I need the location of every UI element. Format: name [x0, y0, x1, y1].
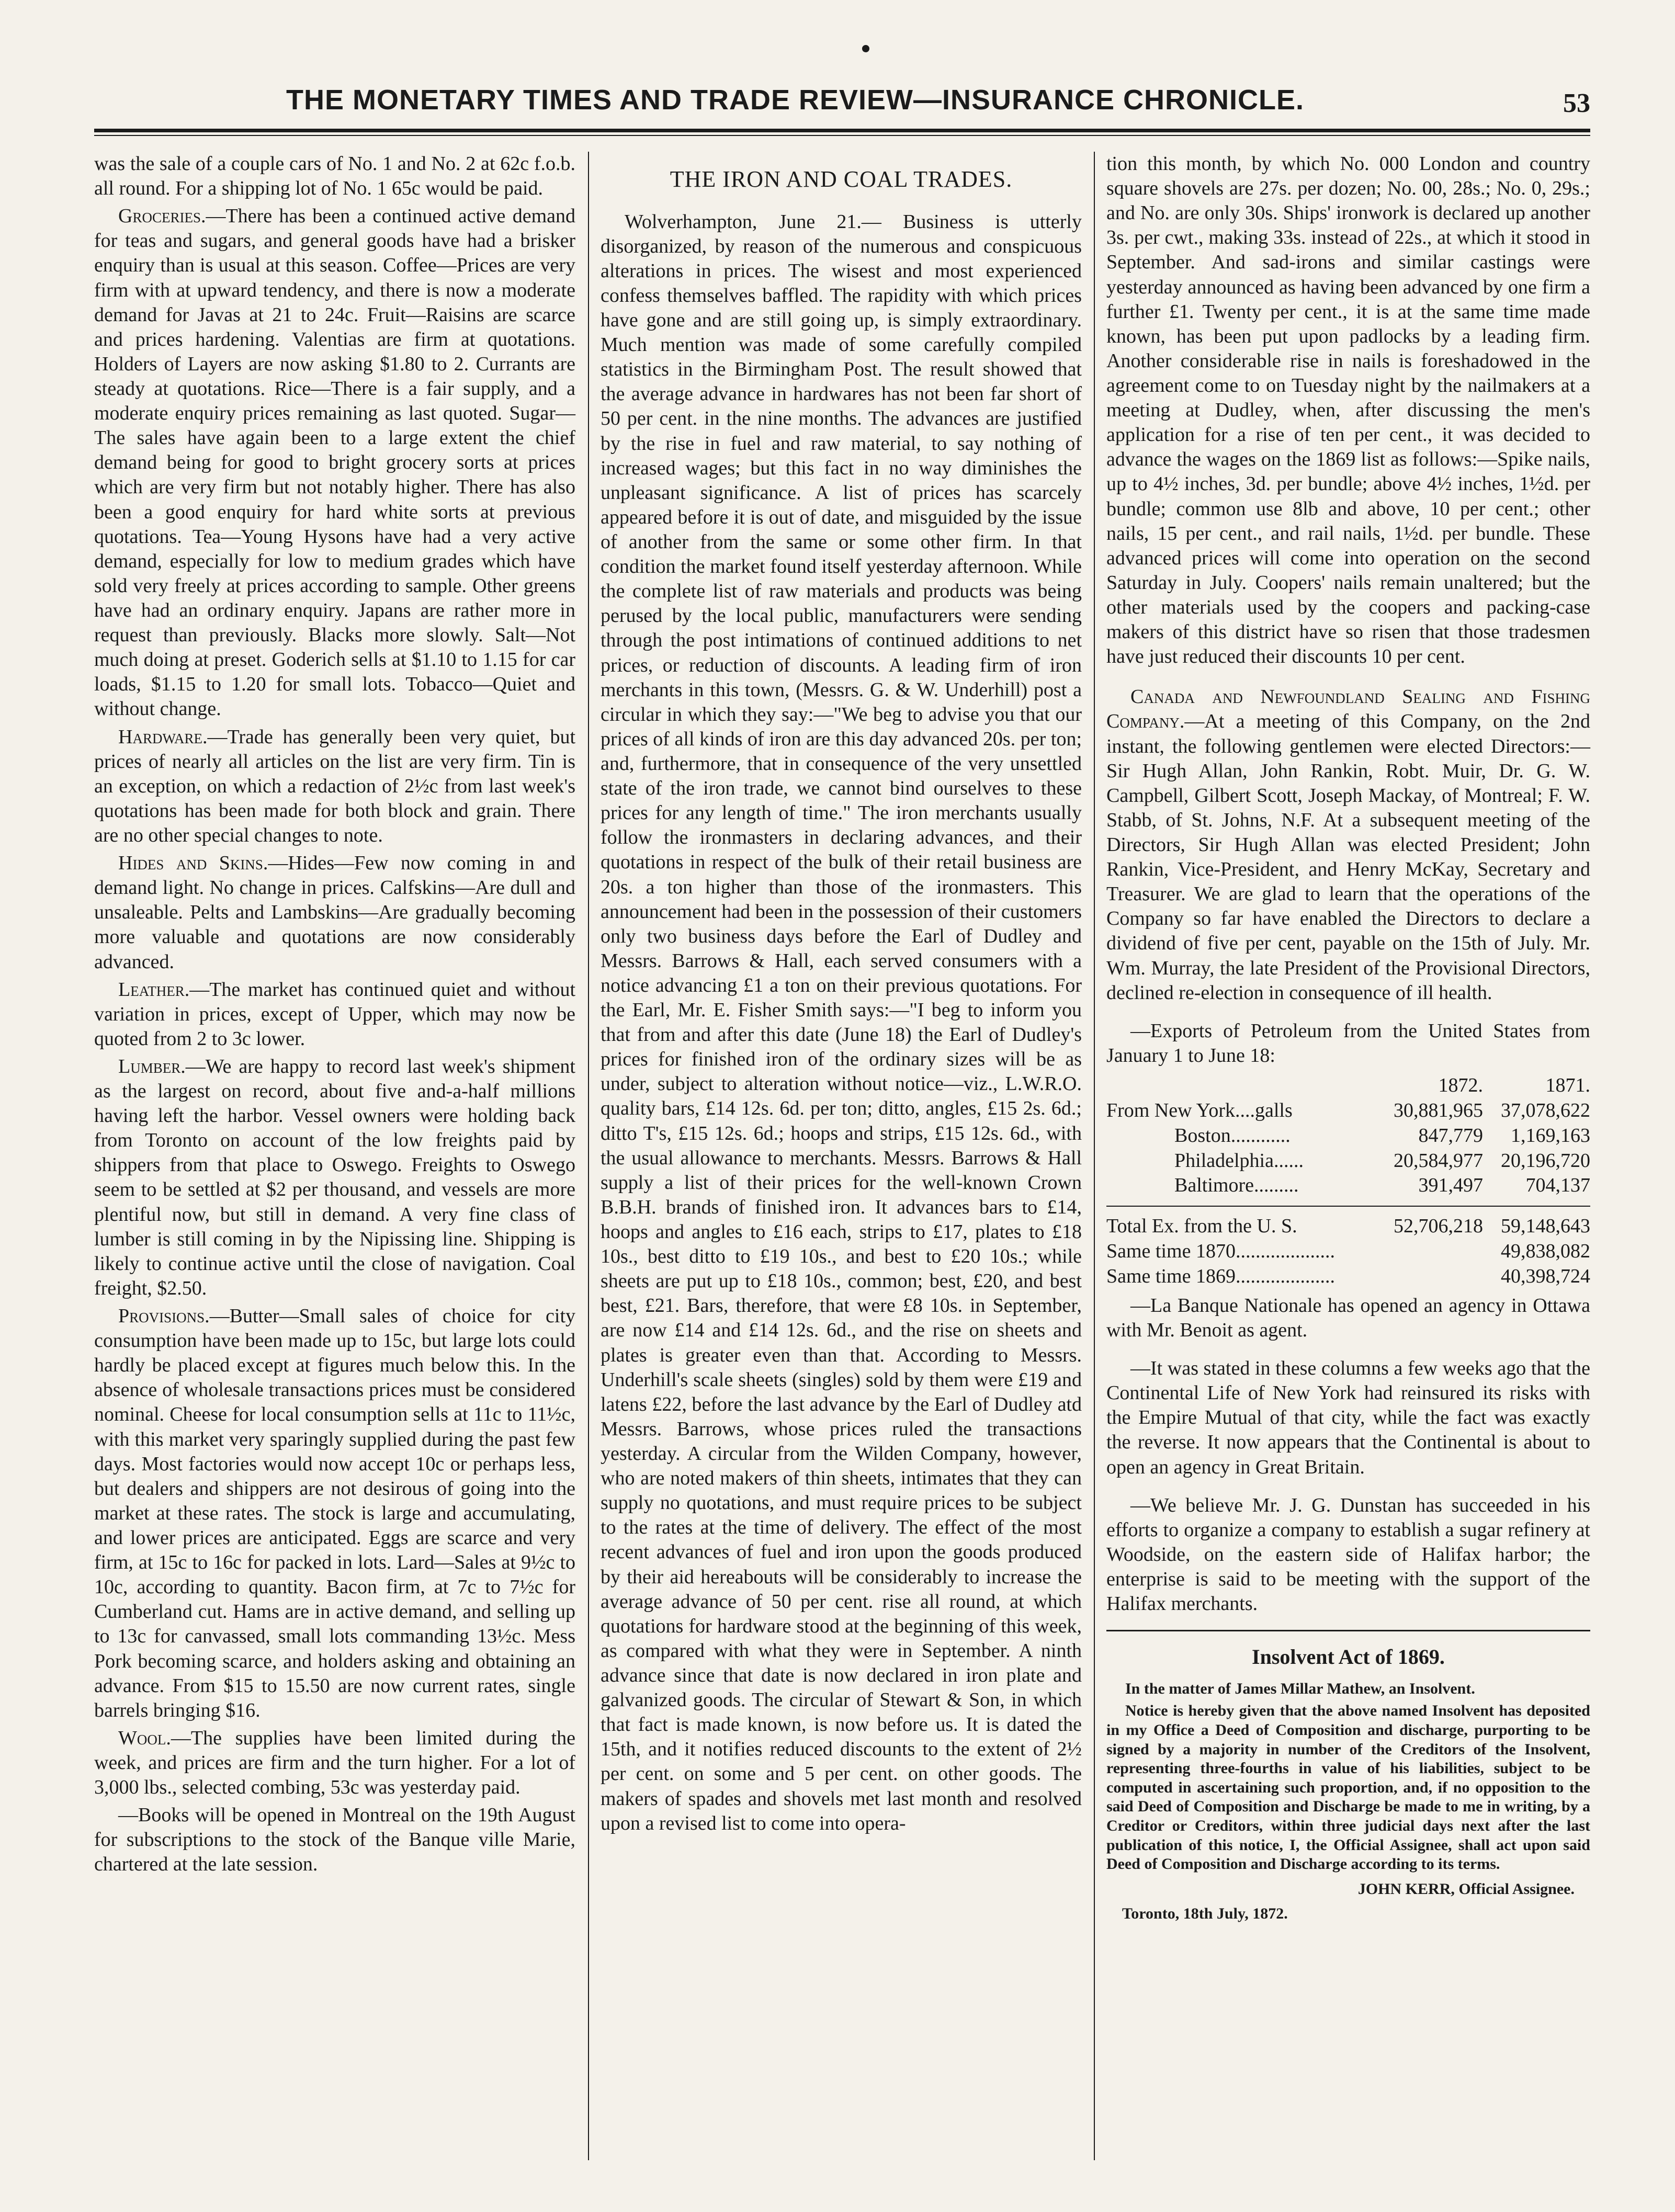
column-3 [1106, 152, 1590, 1923]
header-rule-thick [94, 129, 1590, 132]
column-divider-2 [1094, 152, 1095, 2160]
hardware-text: —Trade has generally been very quiet, but prices of nearly all articles on the list are very firm. Tin is an exception, on which a redaction of 2½c from last week's quotations has been made for both block and grain. There are no other special changes to note. [94, 725, 575, 846]
row-label: Philadelphia...... [1174, 1149, 1304, 1172]
iron-coal-article: Wolverhampton, June 21.— Business is utterly disorganized, by reason of the numerous and conspicuous alterations in prices. The wisest and most experienced confess themselves baffled. The rapidity with which prices have gone and are still going up, is simply extraordinary. Much mention was made of some carefully compiled statistics in the Birmingham Post. The result showed that the average advance in hardwares has not been far short of 50 per cent. in the nine months. The advances are justified by the rise in fuel and raw material, to say nothing of increased wages; but this fact in no way diminishes the unpleasant significance. A list of prices has scarcely appeared before it is out of date, and misguided by the issue of another from the same or some other firm. In that condition the market found itself yesterday afternoon. While the complete list of raw materials and products was being perused by the local public, manufacturers were sending through the post intimations of continued additions to net prices, or reduction of discounts. A leading firm of iron merchants in this town, (Messrs. G. & W. Underhill) post a circular in which they say:—"We beg to advise you that our prices of all kinds of iron are this day advanced 20s. per ton; and, furthermore, that in consequence of the very unsettled state of the iron trade, we cannot bind ourselves to these prices for any length of time." The iron merchants usually follow the ironmasters in declaring advances, and their quotations in respect of the bulk of their retail business are 20s. a ton higher than those of the ironmasters. This announcement had been in the possession of their customers only two business days before the Earl of Dudley and Messrs. Barrows & Hall, each served consumers with a notice advancing £1 a ton on their previous quotations. For the Earl, Mr. E. Fisher Smith says:—"I beg to inform you that from and after this date (June 18) the Earl of Dudley's prices for finished iron of the ordinary sizes will be as under, subject to alteration without notice—viz., L.W.R.O. quality bars, £14 12s. 6d. per ton; ditto, angles, £15 2s. 6d.; ditto T's, £15 12s. 6d.; hoops and strips, £15 12s. 6d., with the usual allowance to merchants. Messrs. Barrows & Hall supply a list of their prices for the well-known Crown B.B.H. brands of finished iron. It advances bars to £14, hoops and angles to £16 each, strips to £17, plates to £18 10s., best ditto to £19 10s., and best to £20 10s.; while sheets are put up to £18 10s., common; best, £20, and best best, £21. Bars, therefore, that were £8 10s. in September, are now £14 and £14 12s. 6d., and the rise on sheets and plates is greater even than that. According to Messrs. Underhill's scale sheets (singles) sold by them were £19 and latens £22, before the last advance by the Earl of Dudley atd Messrs. Barrows, whose prices ruled the transactions yesterday. A circular from the Wilden Company, however, who are noted makers of thin sheets, intimates that they can supply no quotations, and must require prices to be subject to the rates at the time of delivery. The effect of the most recent advances of fuel and iron upon the goods produced by their aid hereabouts will be considerably to increase the average advance of 50 per cent. rise all round, at which quotations for hardware stood at the beginning of this week, as compared with what they were in September. A ninth advance since that date is now declared in iron plate and galvanized goods. The circular of Stewart & Son, in which that fact is made known, is now before us. It is dated the 15th, and it notifies reduced discounts to the extent of 2½ per cent. on some and 5 per cent. on other goods. The makers of spades and shovels met last month and resolved upon a revised list to come into opera- [601, 210, 1082, 1834]
notice-title: Insolvent Act of 1869. [1252, 1645, 1445, 1669]
hides-text: —Hides—Few now coming in and demand light. No change in prices. Calfskins—Are dull and unsaleable. Pelts and Lambskins—Are gradually becoming more valuable and quotations are now considerably advanced. [94, 852, 575, 973]
books-paragraph: —Books will be opened in Montreal on the 19th August for subscriptions to the stock of the Banque ville Marie, chartered at the late session. [94, 1804, 575, 1876]
groceries-paragraph [94, 204, 575, 721]
same-time-1870-row [1106, 1239, 1590, 1264]
table-row [1106, 1124, 1590, 1149]
row-value-1871: 37,078,622 [1501, 1099, 1590, 1121]
notice-matter: In the matter of James Millar Mathew, an Insolvent. [1125, 1680, 1475, 1697]
continental-life-paragraph: —It was stated in these columns a few weeks ago that the Continental Life of New York had reinsured its risks with the Empire Mutual of that city, while the fact was exactly the reverse. It now appears that the Continental is about to open an agency in Great Britain. [1106, 1357, 1590, 1478]
column-1 [94, 152, 575, 1880]
row-label: Boston............ [1174, 1124, 1291, 1147]
same-time-1870-label: Same time 1870.................... [1106, 1240, 1335, 1263]
hides-paragraph [94, 851, 575, 974]
same-time-1870-value: 49,838,082 [1501, 1240, 1590, 1263]
lumber-label: Lumber. [118, 1055, 186, 1077]
grain-closing-paragraph: was the sale of a couple cars of No. 1 and No. 2 at 62c f.o.b. all round. For a shipping lot of No. 1 65c would be paid. [94, 153, 575, 200]
same-time-1869-label: Same time 1869.................... [1106, 1265, 1335, 1288]
groceries-text: —There has been a continued active demand for teas and sugars, and general goods have had a brisker enquiry than is usual at this season. Coffee—Prices are very firm with at upward tendency, and there is now a moderate demand for Javas at 21 to 24c. Fruit—Raisins are scarce and prices hardening. Valentias are firm at quotations. Holders of Layers are now asking $1.80 to 2. Currants are steady at quotations. Rice—There is a fair supply, and a moderate enquiry prices remaining as last quoted. Sugar—The sales have again been to a large extent the chief demand being for good to bright grocery sorts at prices which are very firm but not notably higher. There has also been a good enquiry for hard white sorts at previous quotations. Tea—Young Hysons have had a very active demand, especially for low to medium grades which have sold very freely at prices according to sample. Other greens have had an ordinary enquiry. Japans are rather more in request than previously. Blacks more slowly. Salt—Not much doing at preset. Goderich sells at $1.10 to 1.15 for car loads, $1.15 to 1.20 for small lots. Tobacco—Quiet and without change. [94, 205, 575, 720]
year-1872: 1872. [1438, 1074, 1483, 1096]
leather-paragraph [94, 978, 575, 1051]
insolvent-notice [1106, 1630, 1590, 1923]
sugar-refinery-paragraph: —We believe Mr. J. G. Dunstan has succeeded in his efforts to organize a company to establish a sugar refinery at Woodside, on the eastern side of Halifax harbor; the enterprise is said to be meeting with the support of the Halifax merchants. [1106, 1494, 1590, 1615]
row-value-1871: 20,196,720 [1501, 1149, 1590, 1172]
row-value-1871: 1,169,163 [1511, 1124, 1590, 1147]
row-value-1871: 704,137 [1525, 1174, 1590, 1197]
row-value-1872: 391,497 [1418, 1174, 1483, 1197]
petroleum-exports-table [1106, 1073, 1590, 1289]
sealing-company-paragraph [1106, 685, 1590, 1005]
wool-paragraph [94, 1726, 575, 1800]
same-time-1869-row [1106, 1264, 1590, 1289]
petroleum-intro: —Exports of Petroleum from the United States from January 1 to June 18: [1106, 1019, 1590, 1067]
wool-text: —The supplies have been limited during the week, and prices are firm and the turn higher. For a lot of 3,000 lbs., selected combing, 53c was yesterday paid. [94, 1727, 575, 1799]
hides-label: Hides and Skins. [118, 852, 268, 875]
hardware-paragraph [94, 725, 575, 848]
lumber-text: —We are happy to record last week's shipment as the largest on record, about five and-a-half millions having left the harbor. Vessel owners were holding back from Toronto on account of the low freights paid by shippers from that place to Oswego. Freights to Oswego seem to be settled at $2 per thousand, and vessels are more plentiful now, but still in demand. A very fine class of lumber is still coming in by the Nipissing line. Shipping is likely to continue active until the close of navigation. Coal freight, $2.50. [94, 1055, 575, 1299]
row-value-1872: 847,779 [1418, 1124, 1483, 1147]
provisions-paragraph [94, 1304, 575, 1723]
row-label: From New York....galls [1106, 1099, 1293, 1121]
row-value-1872: 30,881,965 [1394, 1099, 1483, 1121]
leather-label: Leather. [118, 978, 190, 1001]
row-value-1872: 20,584,977 [1394, 1149, 1483, 1172]
total-1871: 59,148,643 [1501, 1215, 1590, 1238]
running-title: THE MONETARY TIMES AND TRADE REVIEW—INSURANCE CHRONICLE. [286, 84, 1305, 116]
table-row [1106, 1149, 1590, 1174]
hardware-label: Hardware. [118, 725, 208, 748]
provisions-text: —Butter—Small sales of choice for city consumption have been made up to 15c, but large lots could hardly be placed except at figures much below this. In the absence of wholesale transactions prices must be considered nominal. Cheese for local consumption sells at 11c to 11½c, with this market very sparingly supplied during the past few days. Most factories would now accept 10c or perhaps less, but dealers and shippers are not desirous of going into the market at these rates. The stock is large and accumulating, and lower prices are anticipated. Eggs are scarce and very firm, at 15c to 16c for packed in lots. Lard—Sales at 9½c to 10c, according to quantity. Bacon firm, at 7c to 7½c for Cumberland cut. Hams are in active demand, and selling up to 13c for canvassed, small lots commanding 13½c. Mess Pork becoming scarce, and holders asking and obtaining an advance. From $15 to 15.50 are now current rates, single barrels bringing $16. [94, 1305, 575, 1721]
table-divider [1106, 1206, 1590, 1207]
page-dot [862, 45, 869, 52]
lumber-paragraph [94, 1054, 575, 1301]
header-rule-thin [94, 135, 1590, 136]
column-2 [601, 152, 1082, 1839]
row-label: Baltimore......... [1174, 1174, 1299, 1197]
year-1871: 1871. [1545, 1074, 1590, 1096]
leather-text: —The market has continued quiet and without variation in prices, except of Upper, which may now be quoted from 2 to 3c lower. [94, 978, 575, 1050]
total-row [1106, 1214, 1590, 1239]
banque-nationale-paragraph: —La Banque Nationale has opened an agency in Ottawa with Mr. Benoit as agent. [1106, 1294, 1590, 1342]
table-row [1106, 1098, 1590, 1124]
wool-label: Wool. [118, 1727, 171, 1749]
sealing-company-text: —At a meeting of this Company, on the 2nd instant, the following gentlemen were elected Directors:—Sir Hugh Allan, John Rankin, Robt. Muir, Dr. G. W. Campbell, Gilbert Scott, Joseph Mackay, of Montreal; F. W. Stabb, of St. Johns, N.F. At a subsequent meeting of the Directors, Sir Hugh Allan was elected President; John Rankin, Vice-President, and Henry McKay, Secretary and Treasurer. We are glad to learn that the operations of the Company so far have enabled the Directors to declare a dividend of five per cent, payable on the 15th of July. Mr. Wm. Murray, the late President of the Provisional Directors, declined re-election in consequence of ill health. [1106, 710, 1590, 1004]
sealing-company-label: Canada and Newfoundland Sealing and Fishing Company. [1106, 686, 1590, 733]
provisions-label: Provisions. [118, 1305, 210, 1328]
total-label: Total Ex. from the U. S. [1106, 1215, 1297, 1238]
notice-text: Notice is hereby given that the above named Insolvent has deposited in my Office a Deed of Composition and discharge, purporting to be signed by a majority in number of the Creditors of the Insolvent, representing three-fourths in value of his liabilities, subject to be computed in ascertaining such proportion, and, if no opposition to the said Deed of Composition and Discharge be made to me in writing, by a Creditor or Creditors, within three judicial days next after the last publication of this notice, I, the Official Assignee, shall act upon said Deed of Composition and Discharge according to its terms. [1106, 1702, 1590, 1873]
groceries-label: Groceries. [118, 205, 206, 228]
notice-signature: JOHN KERR, Official Assignee. [1357, 1880, 1575, 1898]
page-header [94, 84, 1590, 126]
page-number: 53 [1563, 88, 1590, 118]
table-header-row [1106, 1073, 1590, 1098]
notice-body [1106, 1680, 1590, 1874]
table-row [1106, 1173, 1590, 1198]
column-divider-1 [588, 152, 589, 2160]
iron-coal-title: THE IRON AND COAL TRADES. [670, 166, 1013, 192]
iron-coal-continuation: tion this month, by which No. 000 London and country square shovels are 27s. per dozen; No. 00, 28s.; No. 0, 29s.; and No. are only 30s. Ships' ironwork is declared up another 3s. per cwt., making 33s. instead of 22s., at which it stood in September. And sad-irons and similar castings were yesterday announced as having been advanced by one firm a further £1. Twenty per cent., it is at the same time made known, has been put upon padlocks by a leading firm. Another considerable rise in nails is foreshadowed in the agreement come to on Tuesday night by the nailmakers at a meeting at Dudley, when, after discussing the men's application for a rise of ten per cent., it was decided to advance the wages on the 1869 list as follows:—Spike nails, up to 4½ inches, 3d. per bundle; above 4½ inches, 1½d. per bundle; common use 8lb and above, 10 per cent.; other nails, 15 per cent., and rail nails, 1½d. per bundle. These advanced prices will come into operation on the second Saturday in July. Coopers' nails remain unaltered; but the other materials used by the coopers and packing-case makers of this district have so risen that those tradesmen have just reduced their discounts 10 per cent. [1106, 153, 1590, 668]
notice-place-date: Toronto, 18th July, 1872. [1122, 1904, 1288, 1922]
total-1872: 52,706,218 [1394, 1215, 1483, 1238]
same-time-1869-value: 40,398,724 [1501, 1265, 1590, 1288]
